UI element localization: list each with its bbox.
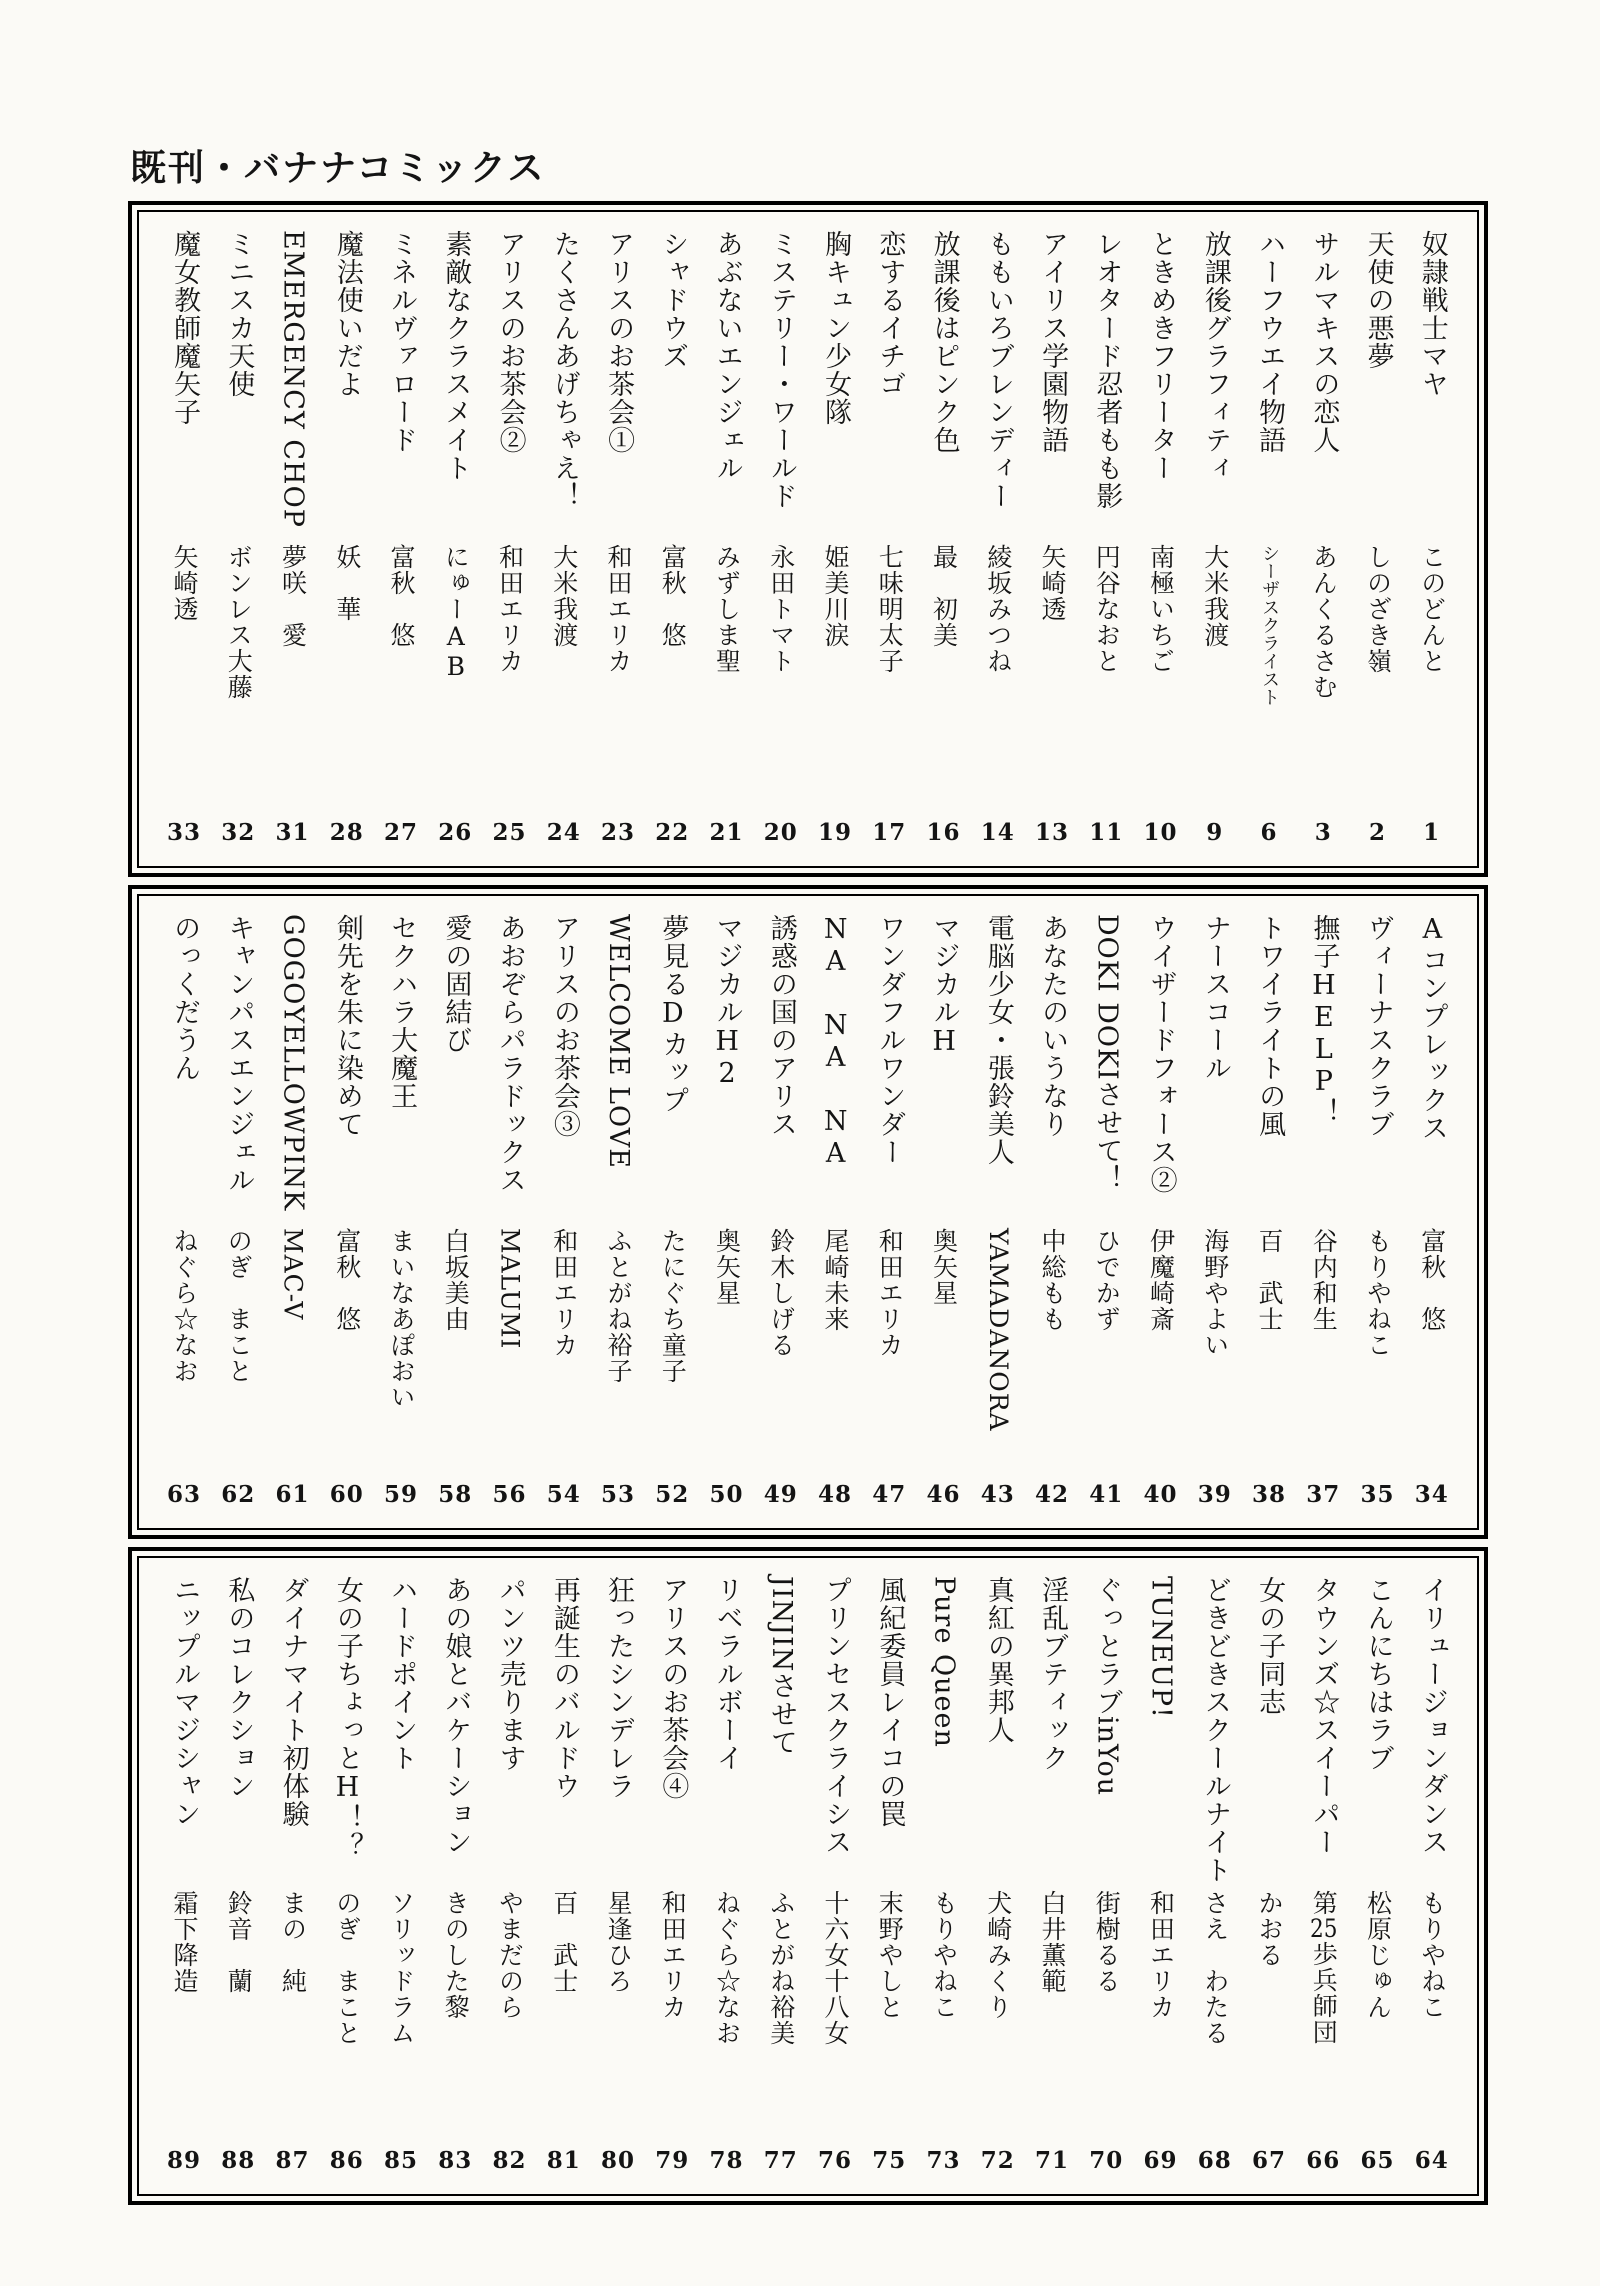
entry-author: 街樹るる bbox=[1092, 1889, 1122, 1994]
entry-title: NA NA NA bbox=[820, 913, 852, 1170]
catalog-entry bbox=[1198, 914, 1232, 1508]
entry-author: まの 純 bbox=[278, 1889, 308, 1994]
entry-title: ワンダフルワンダー bbox=[874, 913, 906, 1166]
entry-title: ハーフウエイ物語 bbox=[1254, 229, 1286, 454]
entry-author: 富秋 悠 bbox=[387, 543, 416, 648]
catalog-box-1-grid bbox=[139, 212, 1477, 866]
entry-author: 末野やしと bbox=[875, 1889, 905, 2020]
catalog-entry bbox=[710, 1576, 744, 2174]
entry-author: 霜下降造 bbox=[170, 1889, 199, 1994]
entry-number: 62 bbox=[221, 1480, 256, 1508]
entry-title: 私のコレクション bbox=[223, 1575, 255, 1800]
entry-author: のぎ まこと bbox=[224, 1227, 254, 1384]
entry-author: シーザスクライスト bbox=[1259, 543, 1281, 706]
entry-number: 26 bbox=[438, 818, 473, 846]
entry-number: 43 bbox=[980, 1480, 1015, 1508]
catalog-entry bbox=[655, 230, 689, 846]
entry-author: 富秋 悠 bbox=[658, 543, 688, 648]
entry-author: MALUMI bbox=[495, 1227, 525, 1350]
catalog-entry bbox=[981, 914, 1015, 1508]
entry-title: ナースコール bbox=[1199, 913, 1231, 1082]
entry-title: 女の子ちょっとH！？ bbox=[331, 1575, 363, 1860]
catalog-entry bbox=[547, 230, 581, 846]
entry-author: ふとがね裕子 bbox=[604, 1227, 633, 1384]
entry-author: 和田エリカ bbox=[604, 543, 633, 674]
catalog-entry bbox=[981, 230, 1015, 846]
catalog-entry bbox=[764, 914, 798, 1508]
entry-author: 南極いちご bbox=[1146, 543, 1176, 674]
entry-number: 40 bbox=[1143, 1480, 1178, 1508]
catalog-entry bbox=[872, 914, 906, 1508]
entry-number: 60 bbox=[329, 1480, 364, 1508]
entry-number: 50 bbox=[709, 1480, 744, 1508]
catalog-entry bbox=[384, 914, 418, 1508]
entry-author: 富秋 悠 bbox=[332, 1227, 362, 1332]
entry-title: アリスのお茶会③ bbox=[548, 913, 580, 1138]
entry-number: 11 bbox=[1089, 818, 1124, 846]
catalog-entry bbox=[221, 914, 255, 1508]
entry-title: 剣先を朱に染めて bbox=[331, 913, 363, 1138]
entry-author: にゅーAB bbox=[441, 543, 471, 682]
entry-title: ももいろブレンディー bbox=[982, 229, 1014, 510]
entry-title: 真紅の異邦人 bbox=[982, 1575, 1014, 1744]
catalog-entry bbox=[1144, 914, 1178, 1508]
catalog-entry bbox=[601, 1576, 635, 2174]
entry-author: 大米我渡 bbox=[1200, 543, 1230, 648]
catalog-entry bbox=[1089, 1576, 1123, 2174]
entry-number: 54 bbox=[546, 1480, 581, 1508]
entry-author: 海野やよい bbox=[1200, 1227, 1230, 1358]
entry-title: アリスのお茶会① bbox=[603, 229, 635, 454]
entry-title: ぐっとラブinYou bbox=[1091, 1575, 1123, 1796]
entry-author: 中総もも bbox=[1038, 1227, 1067, 1332]
entry-number: 24 bbox=[546, 818, 581, 846]
entry-author: 百 武士 bbox=[1255, 1227, 1284, 1332]
entry-number: 25 bbox=[492, 818, 527, 846]
entry-title: 愛の固結び bbox=[440, 913, 472, 1054]
entry-title: リベラルボーイ bbox=[711, 1575, 743, 1772]
entry-title: たくさんあげちゃえ！ bbox=[548, 229, 580, 510]
entry-author: ソリッドラム bbox=[387, 1889, 416, 2046]
entry-title: 魔女教師魔矢子 bbox=[169, 229, 201, 426]
entry-number: 13 bbox=[1035, 818, 1070, 846]
entry-title: 撫子HELP！ bbox=[1308, 913, 1340, 1126]
catalog-entry bbox=[1089, 230, 1123, 846]
entry-number: 52 bbox=[655, 1480, 690, 1508]
entry-author: 富秋 悠 bbox=[1417, 1227, 1447, 1332]
entry-number: 66 bbox=[1306, 2146, 1341, 2174]
entry-author: 和田エリカ bbox=[549, 1227, 579, 1358]
entry-number: 2 bbox=[1368, 818, 1386, 846]
entry-number: 9 bbox=[1206, 818, 1224, 846]
entry-author: ひでかず bbox=[1092, 1227, 1122, 1332]
entry-title: アリスのお茶会② bbox=[494, 229, 526, 454]
entry-number: 78 bbox=[709, 2146, 744, 2174]
catalog-entry bbox=[1198, 230, 1232, 846]
entry-title: 狂ったシンデレラ bbox=[603, 1575, 635, 1800]
catalog-box-2-frame bbox=[137, 894, 1479, 1530]
entry-author: 夢咲 愛 bbox=[278, 543, 308, 648]
entry-title: 素敵なクラスメイト bbox=[440, 229, 472, 482]
catalog-entry bbox=[438, 914, 472, 1508]
entry-number: 35 bbox=[1360, 1480, 1395, 1508]
entry-title: ニップルマジシャン bbox=[169, 1575, 201, 1828]
entry-author: 鈴音 蘭 bbox=[224, 1889, 254, 1994]
entry-number: 3 bbox=[1314, 818, 1332, 846]
catalog-entry bbox=[221, 230, 255, 846]
catalog-entry bbox=[601, 230, 635, 846]
entry-number: 39 bbox=[1197, 1480, 1232, 1508]
catalog-entry bbox=[927, 914, 961, 1508]
catalog-entry bbox=[764, 1576, 798, 2174]
entry-number: 28 bbox=[329, 818, 364, 846]
entry-author: まいなあぽおい bbox=[387, 1227, 416, 1410]
entry-number: 41 bbox=[1089, 1480, 1124, 1508]
entry-author: 尾崎未来 bbox=[821, 1227, 850, 1332]
entry-number: 68 bbox=[1197, 2146, 1232, 2174]
entry-author: 和田エリカ bbox=[495, 543, 525, 674]
entry-number: 22 bbox=[655, 818, 690, 846]
entry-title: TUNEUP! bbox=[1145, 1575, 1177, 1719]
entry-title: 誘惑の国のアリス bbox=[765, 913, 797, 1138]
catalog-entry bbox=[1198, 1576, 1232, 2174]
catalog-box-3-frame bbox=[137, 1556, 1479, 2196]
catalog-entry bbox=[330, 230, 364, 846]
catalog-entry bbox=[438, 230, 472, 846]
catalog-box-2 bbox=[128, 885, 1488, 1539]
catalog-entry bbox=[872, 1576, 906, 2174]
entry-number: 32 bbox=[221, 818, 256, 846]
catalog-entry bbox=[1144, 1576, 1178, 2174]
entry-number: 1 bbox=[1423, 818, 1441, 846]
entry-number: 38 bbox=[1252, 1480, 1287, 1508]
entry-number: 19 bbox=[818, 818, 853, 846]
catalog-box-1-frame bbox=[137, 210, 1479, 868]
catalog-entry bbox=[167, 230, 201, 846]
entry-title: アリスのお茶会④ bbox=[657, 1575, 689, 1800]
entry-number: 67 bbox=[1252, 2146, 1287, 2174]
entry-number: 14 bbox=[980, 818, 1015, 846]
entry-author: 第25歩兵師団 bbox=[1309, 1889, 1339, 2045]
entry-title: Aコンプレックス bbox=[1416, 913, 1448, 1142]
entry-author: さえ わたる bbox=[1200, 1889, 1230, 2046]
catalog-entry bbox=[1252, 1576, 1286, 2174]
entry-number: 88 bbox=[221, 2146, 256, 2174]
entry-author: 和田エリカ bbox=[658, 1889, 688, 2020]
entry-title: のっくだうん bbox=[169, 913, 201, 1082]
entry-author: 十六女十八女 bbox=[821, 1889, 850, 2046]
catalog-entry bbox=[438, 1576, 472, 2174]
entry-number: 49 bbox=[763, 1480, 798, 1508]
entry-title: WELCOME LOVE bbox=[603, 913, 635, 1169]
entry-title: セクハラ大魔王 bbox=[386, 913, 418, 1110]
catalog-entry bbox=[1306, 1576, 1340, 2174]
entry-number: 80 bbox=[601, 2146, 636, 2174]
entry-number: 70 bbox=[1089, 2146, 1124, 2174]
catalog-entry bbox=[493, 1576, 527, 2174]
entry-title: 天使の悪夢 bbox=[1362, 229, 1394, 370]
entry-number: 53 bbox=[601, 1480, 636, 1508]
catalog-page bbox=[128, 201, 1488, 2205]
catalog-entry bbox=[547, 914, 581, 1508]
entry-number: 46 bbox=[926, 1480, 961, 1508]
entry-author: もりやねこ bbox=[929, 1889, 959, 2020]
entry-author: 妖 華 bbox=[332, 543, 362, 622]
entry-number: 89 bbox=[167, 2146, 202, 2174]
entry-author: YAMADANORA bbox=[983, 1227, 1013, 1432]
entry-number: 72 bbox=[980, 2146, 1015, 2174]
entry-title: あの娘とバケーション bbox=[440, 1575, 472, 1856]
entry-title: 淫乱ブティック bbox=[1037, 1575, 1069, 1772]
catalog-entry bbox=[927, 1576, 961, 2174]
entry-author: あんくるさむ bbox=[1309, 543, 1339, 700]
entry-number: 64 bbox=[1414, 2146, 1449, 2174]
entry-title: ミステリー・ワールド bbox=[765, 229, 797, 510]
entry-number: 47 bbox=[872, 1480, 907, 1508]
entry-author: 大米我渡 bbox=[549, 543, 579, 648]
entry-author: 白井薫範 bbox=[1038, 1889, 1067, 1994]
entry-number: 59 bbox=[384, 1480, 419, 1508]
page-title: 既刊・バナナコミックス bbox=[130, 148, 546, 189]
entry-author: しのざき嶺 bbox=[1363, 543, 1393, 674]
entry-number: 21 bbox=[709, 818, 744, 846]
entry-number: 37 bbox=[1306, 1480, 1341, 1508]
catalog-entry bbox=[655, 914, 689, 1508]
entry-title: 恋するイチゴ bbox=[874, 229, 906, 398]
entry-number: 85 bbox=[384, 2146, 419, 2174]
catalog-box-3 bbox=[128, 1547, 1488, 2205]
entry-author: 白坂美由 bbox=[441, 1227, 471, 1332]
entry-title: イリュージョンダンス bbox=[1416, 1575, 1448, 1856]
catalog-entry bbox=[330, 914, 364, 1508]
entry-author: MAC-V bbox=[278, 1227, 308, 1321]
catalog-entry bbox=[601, 914, 635, 1508]
entry-number: 27 bbox=[384, 818, 419, 846]
entry-title: Pure Queen bbox=[928, 1575, 960, 1748]
entry-number: 81 bbox=[546, 2146, 581, 2174]
catalog-entry bbox=[276, 914, 310, 1508]
entry-number: 77 bbox=[763, 2146, 798, 2174]
entry-title: DOKI DOKIさせて！ bbox=[1091, 913, 1123, 1193]
entry-title: トワイライトの風 bbox=[1254, 913, 1286, 1138]
entry-number: 33 bbox=[167, 818, 202, 846]
entry-number: 58 bbox=[438, 1480, 473, 1508]
catalog-entry bbox=[276, 1576, 310, 2174]
entry-author: 鈴木しげる bbox=[766, 1227, 796, 1358]
entry-author: 綾坂みつね bbox=[983, 543, 1013, 674]
entry-author: ふとがね裕美 bbox=[766, 1889, 796, 2046]
catalog-entry bbox=[1252, 230, 1286, 846]
entry-title: アイリス学園物語 bbox=[1037, 229, 1069, 454]
entry-title: ハードポイント bbox=[386, 1575, 418, 1772]
entry-author: ボンレス大藤 bbox=[224, 543, 254, 700]
entry-number: 82 bbox=[492, 2146, 527, 2174]
entry-number: 16 bbox=[926, 818, 961, 846]
entry-author: のぎ まこと bbox=[332, 1889, 362, 2046]
entry-title: 魔法使いだよ bbox=[331, 229, 363, 398]
catalog-entry bbox=[384, 230, 418, 846]
entry-author: 伊魔崎斎 bbox=[1146, 1227, 1176, 1332]
entry-title: あなたのいうなり bbox=[1037, 913, 1069, 1138]
entry-number: 61 bbox=[275, 1480, 310, 1508]
entry-number: 69 bbox=[1143, 2146, 1178, 2174]
entry-title: ときめきフリーター bbox=[1145, 229, 1177, 482]
entry-author: みずしま聖 bbox=[712, 543, 742, 674]
entry-title: ウイザードフォース② bbox=[1145, 913, 1177, 1194]
catalog-entry bbox=[872, 230, 906, 846]
entry-author: やまだのら bbox=[495, 1889, 525, 2020]
entry-title: 電脳少女・張鈴美人 bbox=[982, 913, 1014, 1166]
entry-author: 永田トマト bbox=[766, 543, 796, 674]
entry-author: ねぐら☆なお bbox=[712, 1889, 742, 2046]
entry-number: 42 bbox=[1035, 1480, 1070, 1508]
entry-title: シャドウズ bbox=[657, 229, 689, 370]
entry-title: 夢見るDカップ bbox=[657, 913, 689, 1114]
entry-author: 奥矢星 bbox=[712, 1227, 742, 1306]
catalog-entry bbox=[981, 1576, 1015, 2174]
catalog-entry bbox=[1360, 230, 1394, 846]
entry-number: 20 bbox=[763, 818, 798, 846]
entry-title: 放課後はピンク色 bbox=[928, 229, 960, 454]
catalog-entry bbox=[167, 1576, 201, 2174]
catalog-entry bbox=[167, 914, 201, 1508]
catalog-entry bbox=[493, 914, 527, 1508]
catalog-entry bbox=[384, 1576, 418, 2174]
entry-number: 34 bbox=[1414, 1480, 1449, 1508]
catalog-entry bbox=[276, 230, 310, 846]
entry-author: きのした黎 bbox=[441, 1889, 471, 2020]
catalog-entry bbox=[1252, 914, 1286, 1508]
entry-number: 6 bbox=[1260, 818, 1278, 846]
entry-number: 87 bbox=[275, 2146, 310, 2174]
entry-author: 星逢ひろ bbox=[604, 1889, 633, 1994]
catalog-entry bbox=[493, 230, 527, 846]
entry-number: 76 bbox=[818, 2146, 853, 2174]
entry-title: あおぞらパラドックス bbox=[494, 913, 526, 1194]
entry-author: 最 初美 bbox=[929, 543, 959, 648]
entry-number: 73 bbox=[926, 2146, 961, 2174]
catalog-entry bbox=[1035, 230, 1069, 846]
entry-title: GOGOYELLOWPINK bbox=[277, 913, 309, 1212]
entry-title: パンツ売ります bbox=[494, 1575, 526, 1772]
entry-title: どきどきスクールナイト bbox=[1199, 1575, 1231, 1884]
entry-number: 31 bbox=[275, 818, 310, 846]
entry-number: 79 bbox=[655, 2146, 690, 2174]
catalog-entry bbox=[710, 230, 744, 846]
entry-author: 谷内和生 bbox=[1309, 1227, 1339, 1332]
entry-number: 10 bbox=[1143, 818, 1178, 846]
entry-title: 風紀委員レイコの罠 bbox=[874, 1575, 906, 1828]
entry-author: 矢崎透 bbox=[1038, 543, 1067, 622]
entry-number: 23 bbox=[601, 818, 636, 846]
catalog-entry bbox=[547, 1576, 581, 2174]
entry-title: マジカルH bbox=[928, 913, 960, 1058]
catalog-box-2-grid bbox=[139, 896, 1477, 1528]
catalog-box-1 bbox=[128, 201, 1488, 877]
entry-author: ねぐら☆なお bbox=[170, 1227, 199, 1384]
entry-number: 63 bbox=[167, 1480, 202, 1508]
entry-author: もりやねこ bbox=[1363, 1227, 1393, 1358]
catalog-entry bbox=[1361, 914, 1395, 1508]
catalog-entry bbox=[927, 230, 961, 846]
entry-author: たにぐち童子 bbox=[658, 1227, 688, 1384]
entry-title: レオタード忍者もも影 bbox=[1091, 229, 1123, 510]
entry-title: マジカルH2 bbox=[711, 913, 743, 1090]
entry-title: 胸キュン少女隊 bbox=[820, 229, 852, 426]
catalog-entry bbox=[710, 914, 744, 1508]
entry-author: 矢崎透 bbox=[170, 543, 199, 622]
catalog-entry bbox=[1306, 230, 1340, 846]
entry-author: このどんと bbox=[1417, 543, 1447, 674]
entry-number: 75 bbox=[872, 2146, 907, 2174]
entry-author: 和田エリカ bbox=[875, 1227, 905, 1358]
entry-title: プリンセスクライシス bbox=[820, 1575, 852, 1856]
catalog-entry bbox=[655, 1576, 689, 2174]
entry-number: 17 bbox=[872, 818, 907, 846]
entry-title: 女の子同志 bbox=[1254, 1575, 1286, 1716]
entry-number: 83 bbox=[438, 2146, 473, 2174]
entry-author: 百 武士 bbox=[549, 1889, 579, 1994]
catalog-entry bbox=[1415, 914, 1449, 1508]
catalog-entry bbox=[330, 1576, 364, 2174]
catalog-entry bbox=[818, 1576, 852, 2174]
catalog-entry bbox=[1306, 914, 1340, 1508]
entry-title: ミネルヴァロード bbox=[386, 229, 418, 454]
entry-number: 56 bbox=[492, 1480, 527, 1508]
entry-title: キャンパスエンジェル bbox=[223, 913, 255, 1194]
entry-author: 奥矢星 bbox=[929, 1227, 959, 1306]
catalog-entry bbox=[1361, 1576, 1395, 2174]
entry-author: 七味明太子 bbox=[875, 543, 905, 674]
entry-author: 和田エリカ bbox=[1146, 1889, 1176, 2020]
entry-author: 松原じゅん bbox=[1363, 1889, 1393, 2020]
catalog-box-3-grid bbox=[139, 1558, 1477, 2194]
entry-title: ヴィーナスクラブ bbox=[1362, 913, 1394, 1138]
catalog-entry bbox=[1415, 230, 1449, 846]
entry-title: あぶないエンジェル bbox=[711, 229, 743, 482]
entry-title: 奴隷戦士マヤ bbox=[1416, 229, 1448, 398]
catalog-entry bbox=[1415, 1576, 1449, 2174]
catalog-entry bbox=[221, 1576, 255, 2174]
entry-number: 86 bbox=[329, 2146, 364, 2174]
catalog-entry bbox=[1035, 914, 1069, 1508]
catalog-entry bbox=[1144, 230, 1178, 846]
entry-author: 姫美川涙 bbox=[821, 543, 850, 648]
entry-title: サルマキスの恋人 bbox=[1308, 229, 1340, 454]
catalog-entry bbox=[818, 914, 852, 1508]
entry-title: JINJINさせて bbox=[765, 1575, 797, 1757]
catalog-entry bbox=[764, 230, 798, 846]
entry-number: 48 bbox=[818, 1480, 853, 1508]
entry-title: タウンズ☆スイーパー bbox=[1308, 1575, 1340, 1856]
entry-title: 放課後グラフィティ bbox=[1199, 229, 1231, 482]
catalog-entry bbox=[1035, 1576, 1069, 2174]
entry-number: 71 bbox=[1035, 2146, 1070, 2174]
entry-title: ダイナマイト初体験 bbox=[277, 1575, 309, 1828]
entry-number: 65 bbox=[1360, 2146, 1395, 2174]
entry-author: 犬崎みくり bbox=[983, 1889, 1013, 2020]
entry-author: もりやねこ bbox=[1417, 1889, 1447, 2020]
entry-title: こんにちはラブ bbox=[1362, 1575, 1394, 1772]
entry-title: ミニスカ天使 bbox=[223, 229, 255, 398]
entry-title: 再誕生のバルドウ bbox=[548, 1575, 580, 1800]
catalog-entry bbox=[1089, 914, 1123, 1508]
entry-author: 円谷なおと bbox=[1092, 543, 1122, 674]
catalog-entry bbox=[818, 230, 852, 846]
entry-author: かおる bbox=[1255, 1889, 1284, 1968]
entry-title: EMERGENCY CHOP bbox=[277, 229, 309, 528]
